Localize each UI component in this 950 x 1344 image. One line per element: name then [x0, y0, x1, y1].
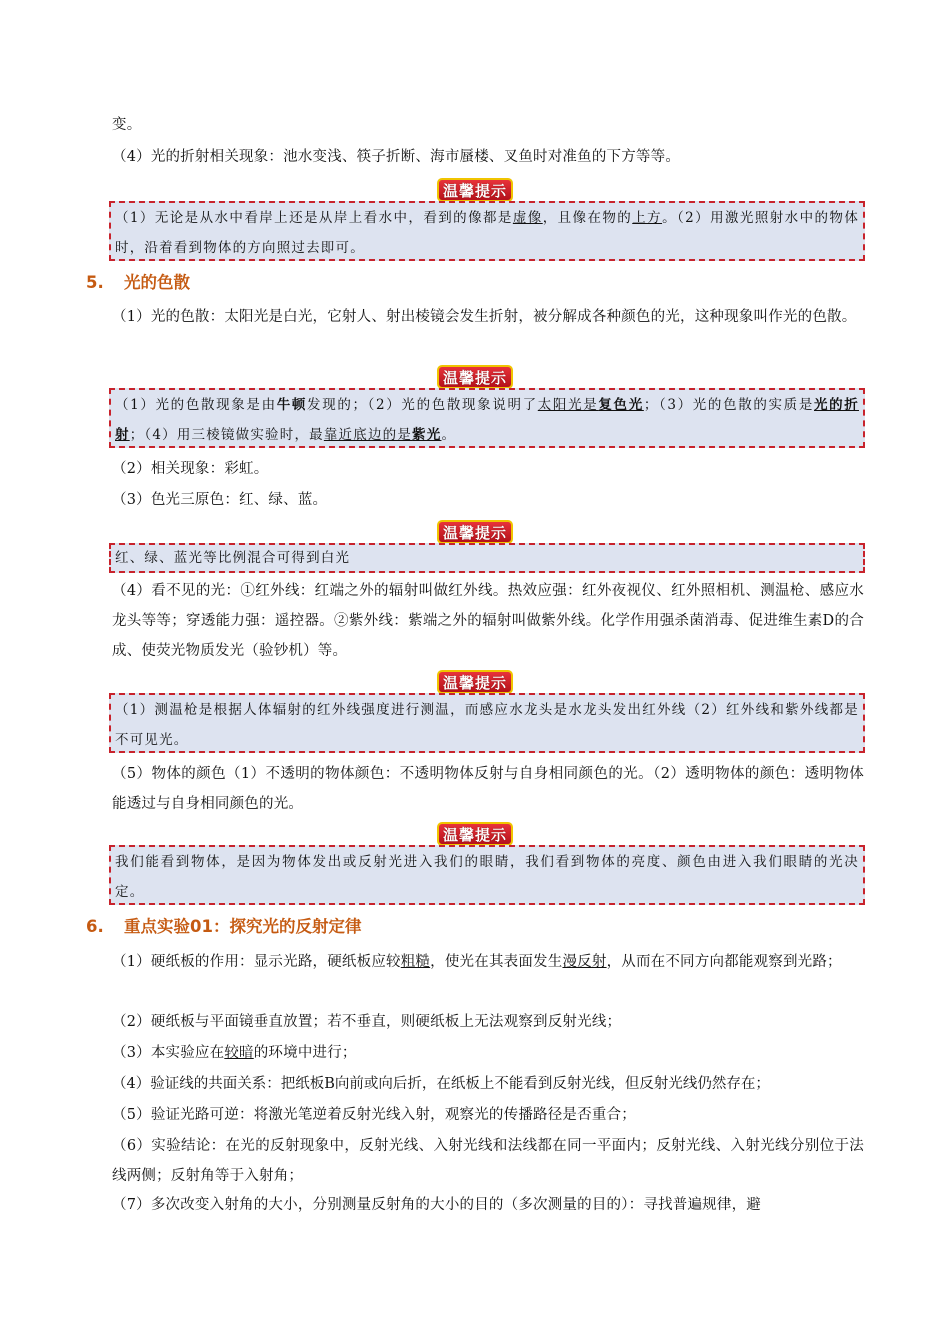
paragraph-cardboard-perpendicular: （2）硬纸板与平面镜垂直放置；若不垂直，则硬纸板上无法观察到反射光线；: [112, 1014, 622, 1030]
tip-badge: 温馨提示: [437, 365, 513, 389]
paragraph-multiple-measurements: （7）多次改变入射角的大小，分别测量反射角的大小的目的（多次测量的目的）：寻找普遍规律，避: [112, 1197, 761, 1213]
tip-badge: 温馨提示: [437, 822, 513, 846]
paragraph-experiment-conclusion: （6）实验结论：在光的反射现象中，反射光线、入射光线和法线都在同一平面内；反射光线、入射光线分别位于法线两侧；反射角等于入射角；: [112, 1138, 864, 1184]
tip-badge: 温馨提示: [437, 520, 513, 544]
tip-badge: 温馨提示: [437, 178, 513, 202]
paragraph-dark-environment: （3）本实验应在较暗的环境中进行；: [112, 1045, 357, 1061]
tip-box-refraction: （1）无论是从水中看岸上还是从岸上看水中，看到的像都是虚像，且像在物的上方。（2）用激光照射水中的物体时，沿着看到物体的方向照过去即可。: [109, 201, 865, 261]
tip-box-infrared: （1）测温枪是根据人体辐射的红外线强度进行测温，而感应水龙头是水龙头发出红外线（2）红外线和紫外线都是不可见光。: [109, 693, 865, 753]
paragraph-refraction-phenomena: （4）光的折射相关现象：池水变浅、筷子折断、海市蜃楼、叉鱼时对准鱼的下方等等。: [112, 149, 681, 165]
section-heading-dispersion: 5. 光的色散: [86, 273, 190, 292]
paragraph-dispersion-definition: （1）光的色散：太阳光是白光，它射人、射出棱镜会发生折射，被分解成各种颜色的光，这种现象叫作光的色散。: [112, 309, 857, 325]
paragraph-continuation: 变。: [112, 117, 142, 133]
tip-box-white-light: 红、绿、蓝光等比例混合可得到白光: [109, 543, 865, 573]
tip-box-dispersion: （1）光的色散现象是由牛顿发现的；（2）光的色散现象说明了太阳光是复色光；（3）光的色散的实质是光的折射；（4）用三棱镜做实验时，最靠近底边的是紫光。: [109, 388, 865, 448]
section-heading-reflection-experiment: 6. 重点实验01：探究光的反射定律: [86, 917, 362, 936]
paragraph-coplanar-verification: （4）验证线的共面关系：把纸板B向前或向后折，在纸板上不能看到反射光线，但反射光线仍然存在；: [112, 1076, 770, 1092]
tip-box-seeing-objects: 我们能看到物体，是因为物体发出或反射光进入我们的眼睛，我们看到物体的亮度、颜色由进入我们眼睛的光决定。: [109, 845, 865, 905]
paragraph-invisible-light: （4）看不见的光：①红外线：红端之外的辐射叫做红外线。热效应强：红外夜视仪、红外照相机、测温枪、感应水龙头等等；穿透能力强：遥控器。②紫外线：紫端之外的辐射叫做紫外线。化学作用强杀菌消毒、促进维生素D的合成、使荧光物质发光（验钞机）等。: [112, 583, 864, 659]
tip-badge: 温馨提示: [437, 670, 513, 694]
paragraph-cardboard-role: （1）硬纸板的作用：显示光路，硬纸板应较粗糙，使光在其表面发生漫反射，从而在不同方向都能观察到光路；: [112, 954, 842, 970]
paragraph-primary-colors: （3）色光三原色：红、绿、蓝。: [112, 492, 328, 508]
paragraph-rainbow: （2）相关现象：彩虹。: [112, 461, 269, 477]
paragraph-reversibility: （5）验证光路可逆：将激光笔逆着反射光线入射，观察光的传播路径是否重合；: [112, 1107, 636, 1123]
paragraph-object-color: （5）物体的颜色（1）不透明的物体颜色：不透明物体反射与自身相同颜色的光。（2）透明物体的颜色：透明物体能透过与自身相同颜色的光。: [112, 766, 864, 812]
